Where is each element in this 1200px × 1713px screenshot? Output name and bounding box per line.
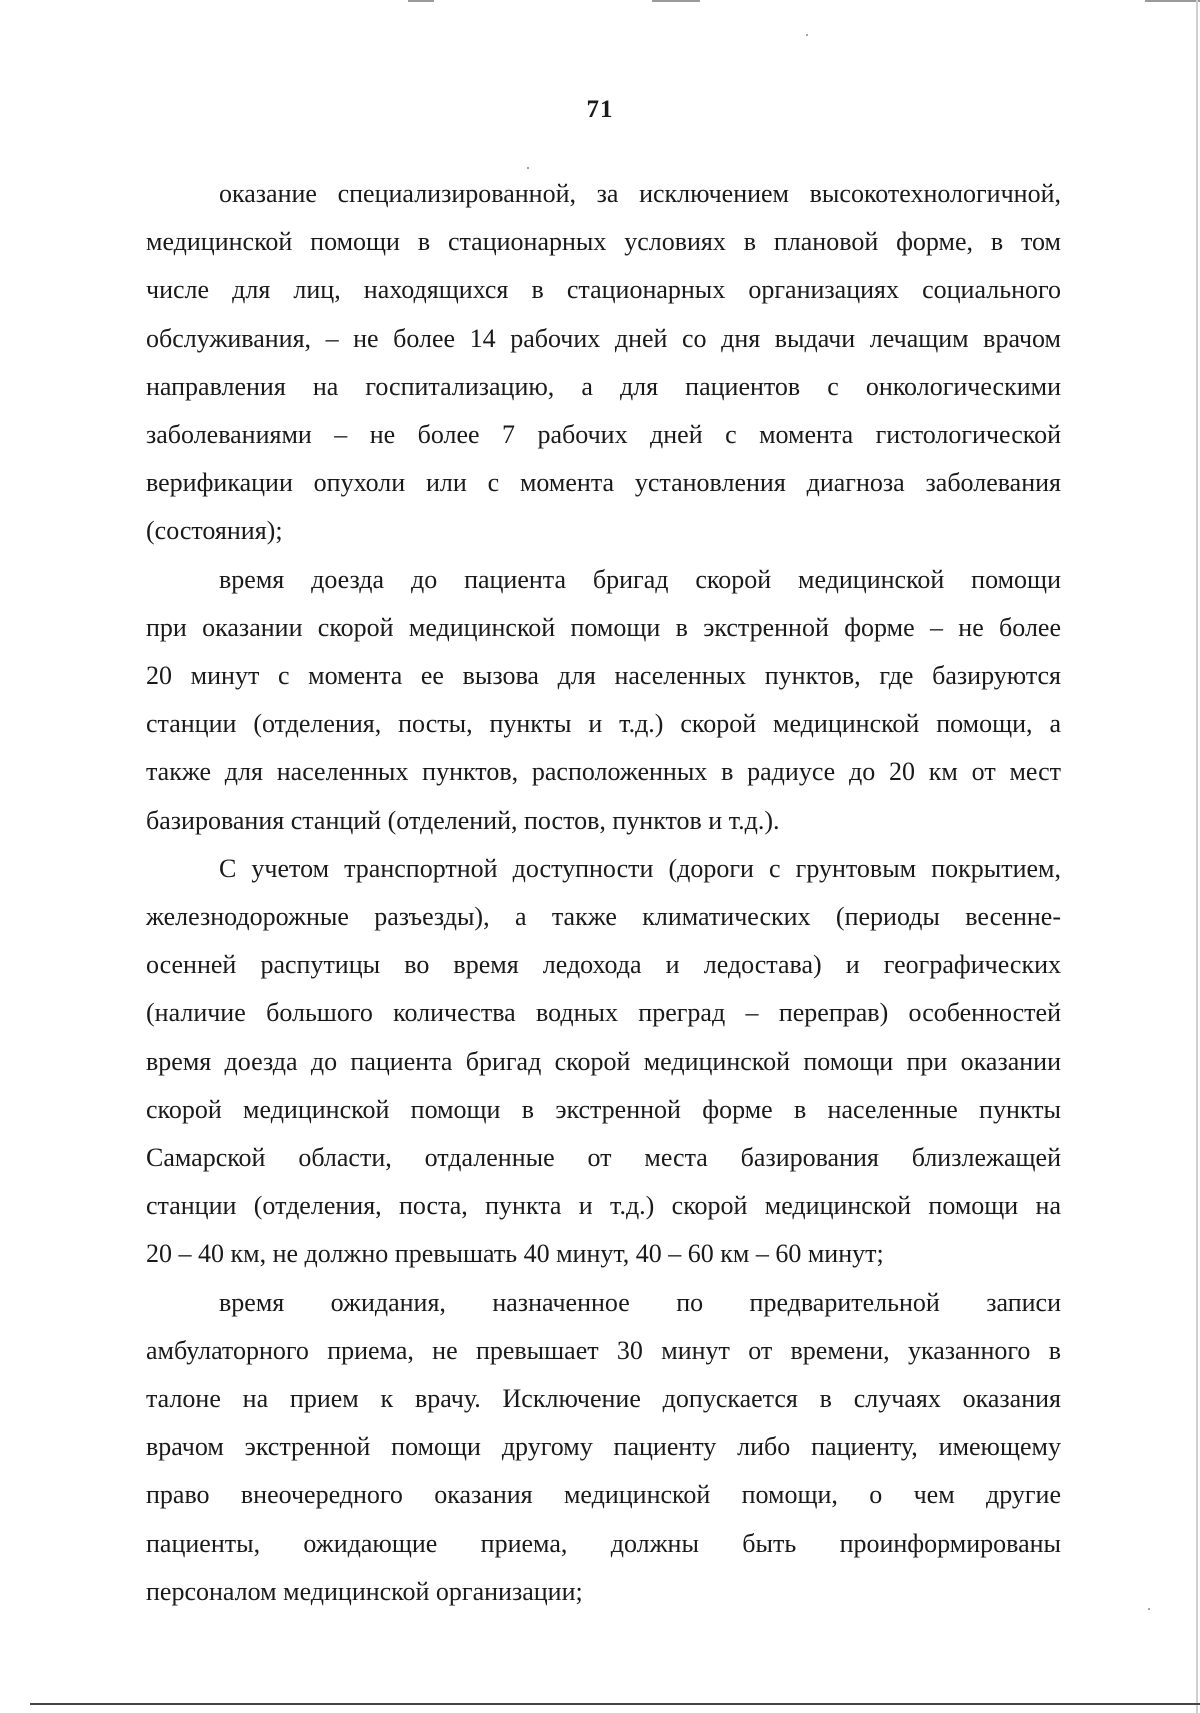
text-line: медицинской помощи в стационарных условиях в плановой форме, в том — [146, 227, 1061, 257]
scan-artifact — [652, 0, 700, 2]
text-line: числе для лиц, находящихся в стационарных организациях социального — [146, 275, 1061, 305]
text-line: талоне на прием к врачу. Исключение допускается в случаях оказания — [146, 1384, 1061, 1414]
text-line: время доезда до пациента бригад скорой медицинской помощи при оказании — [146, 1046, 1061, 1076]
text-line: время ожидания, назначенное по предварительной записи — [219, 1287, 1061, 1317]
text-line: осенней распутицы во время ледохода и ледостава) и географических — [146, 950, 1061, 980]
text-line: направления на госпитализацию, а для пациентов с онкологическими — [146, 371, 1061, 401]
page-number: 71 — [586, 96, 614, 123]
text-line: (состояния); — [146, 516, 283, 546]
text-line: скорой медицинской помощи в экстренной форме в населенные пункты — [146, 1094, 1061, 1124]
text-line: обслуживания, – не более 14 рабочих дней со дня выдачи лечащим врачом — [146, 323, 1061, 353]
text-line: (наличие большого количества водных преград – переправ) особенностей — [146, 998, 1061, 1028]
text-line: станции (отделения, посты, пункты и т.д.) скорой медицинской помощи, а — [146, 709, 1061, 739]
text-line: персоналом медицинской организации; — [146, 1576, 583, 1606]
text-line: верификации опухоли или с момента установления диагноза заболевания — [146, 468, 1061, 498]
text-line: станции (отделения, поста, пункта и т.д.) скорой медицинской помощи на — [146, 1191, 1061, 1221]
scan-edge-right — [1196, 0, 1198, 1713]
scan-speck — [806, 34, 808, 36]
text-line: пациенты, ожидающие приема, должны быть проинформированы — [146, 1528, 1061, 1558]
paragraph — [146, 1279, 1061, 1616]
scan-speck — [527, 167, 529, 169]
text-line: 20 минут с момента ее вызова для населенных пунктов, где базируются — [146, 661, 1061, 691]
text-line: время доезда до пациента бригад скорой медицинской помощи — [219, 564, 1061, 594]
paragraph — [146, 556, 1061, 845]
text-line: амбулаторного приема, не превышает 30 минут от времени, указанного в — [146, 1335, 1061, 1365]
scan-artifact — [1145, 0, 1200, 2]
text-line: при оказании скорой медицинской помощи в экстренной форме – не более — [146, 612, 1061, 642]
scan-edge-bottom — [30, 1703, 1200, 1705]
text-line: также для населенных пунктов, расположенных в радиусе до 20 км от мест — [146, 757, 1061, 787]
text-line: базирования станций (отделений, постов, пунктов и т.д.). — [146, 805, 780, 835]
scan-artifact — [408, 0, 434, 2]
scan-speck — [1148, 1608, 1150, 1610]
text-line: железнодорожные разъезды), а также климатических (периоды весенне- — [146, 902, 1061, 932]
text-line: С учетом транспортной доступности (дороги с грунтовым покрытием, — [219, 853, 1061, 883]
text-line: Самарской области, отдаленные от места базирования близлежащей — [146, 1143, 1061, 1173]
paragraph — [146, 170, 1061, 556]
text-line: 20 – 40 км, не должно превышать 40 минут, 40 – 60 км – 60 минут; — [146, 1239, 884, 1269]
text-line: оказание специализированной, за исключением высокотехнологичной, — [219, 179, 1061, 208]
text-line: врачом экстренной помощи другому пациенту либо пациенту, имеющему — [146, 1432, 1061, 1462]
body-text — [146, 170, 1061, 1616]
text-line: заболеваниями – не более 7 рабочих дней с момента гистологической — [146, 420, 1061, 450]
text-line: право внеочередного оказания медицинской помощи, о чем другие — [146, 1480, 1061, 1510]
paragraph — [146, 845, 1061, 1279]
